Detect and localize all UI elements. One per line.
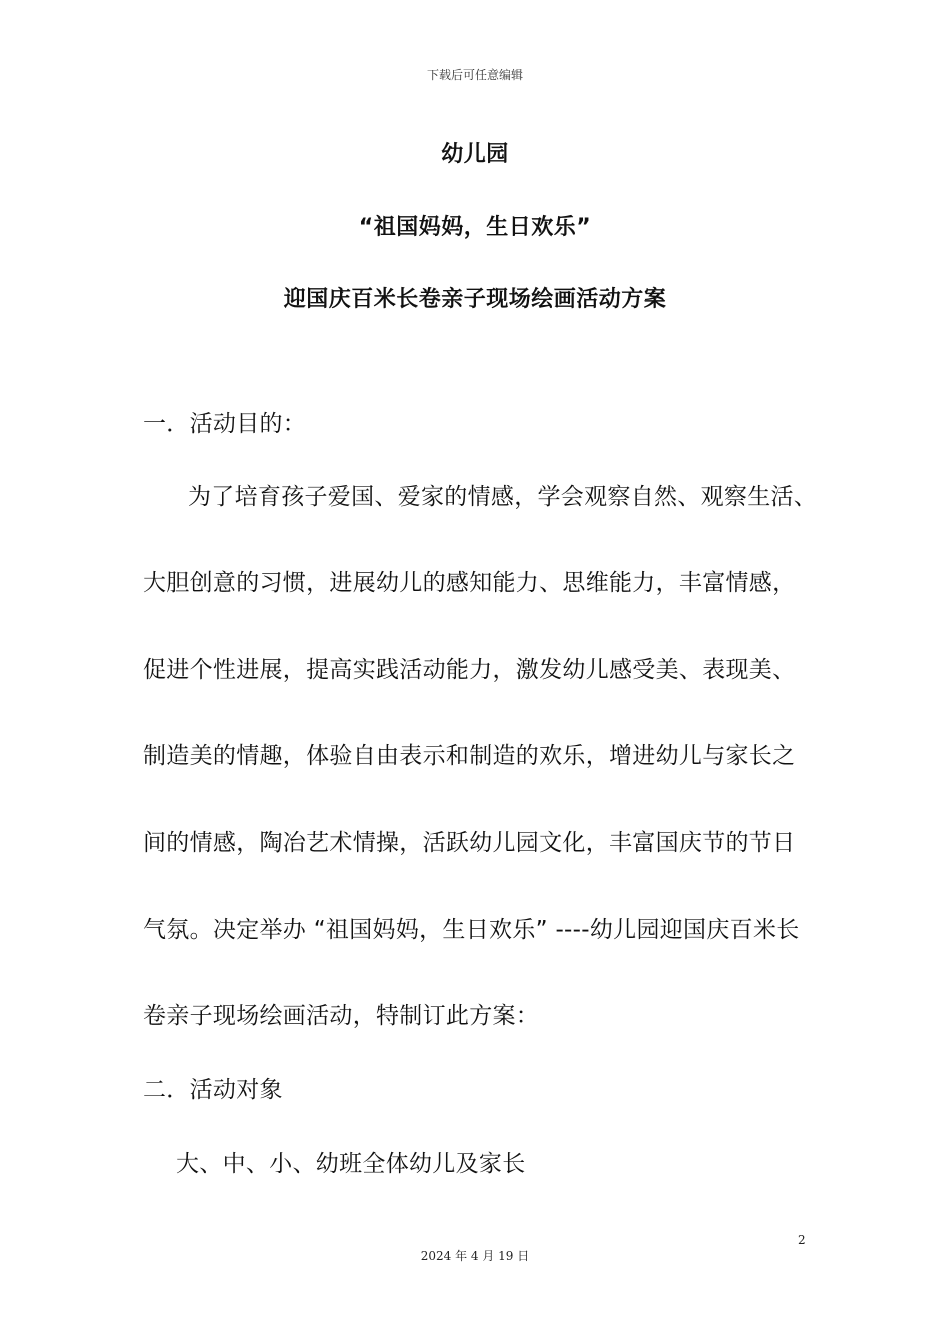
header-note: 下载后可任意编辑 bbox=[426, 68, 523, 82]
body-line-1: 为了培育孩子爱国、爱家的情感，学会观察自然、观察生活、 bbox=[188, 484, 818, 510]
title-line-2: “祖国妈妈，生日欢乐” bbox=[358, 215, 592, 240]
body-line-7: 卷亲子现场绘画活动，特制订此方案： bbox=[143, 1003, 540, 1029]
body-line-2: 大胆创意的习惯，进展幼儿的感知能力、思维能力，丰富情感， bbox=[143, 570, 796, 596]
body-line-6: 气氛。决定举办 “祖国妈妈，生日欢乐” ----幼儿园迎国庆百米长 bbox=[143, 917, 800, 943]
title-line-1: 幼儿园 bbox=[441, 142, 509, 167]
title-line-3: 迎国庆百米长卷亲子现场绘画活动方案 bbox=[283, 287, 667, 312]
page-number: 2 bbox=[798, 1233, 806, 1247]
section-2-heading: 二．活动对象 bbox=[143, 1077, 283, 1103]
footer-date: 2024 年 4 月 19 日 bbox=[420, 1249, 530, 1263]
section-1-heading: 一．活动目的： bbox=[143, 411, 307, 437]
section-2-text: 大、中、小、幼班全体幼儿及家长 bbox=[176, 1151, 526, 1177]
body-line-5: 间的情感，陶冶艺术情操，活跃幼儿园文化，丰富国庆节的节日 bbox=[143, 830, 796, 856]
body-line-4: 制造美的情趣，体验自由表示和制造的欢乐，增进幼儿与家长之 bbox=[143, 743, 796, 769]
body-line-3: 促进个性进展，提高实践活动能力，激发幼儿感受美、表现美、 bbox=[143, 657, 796, 683]
